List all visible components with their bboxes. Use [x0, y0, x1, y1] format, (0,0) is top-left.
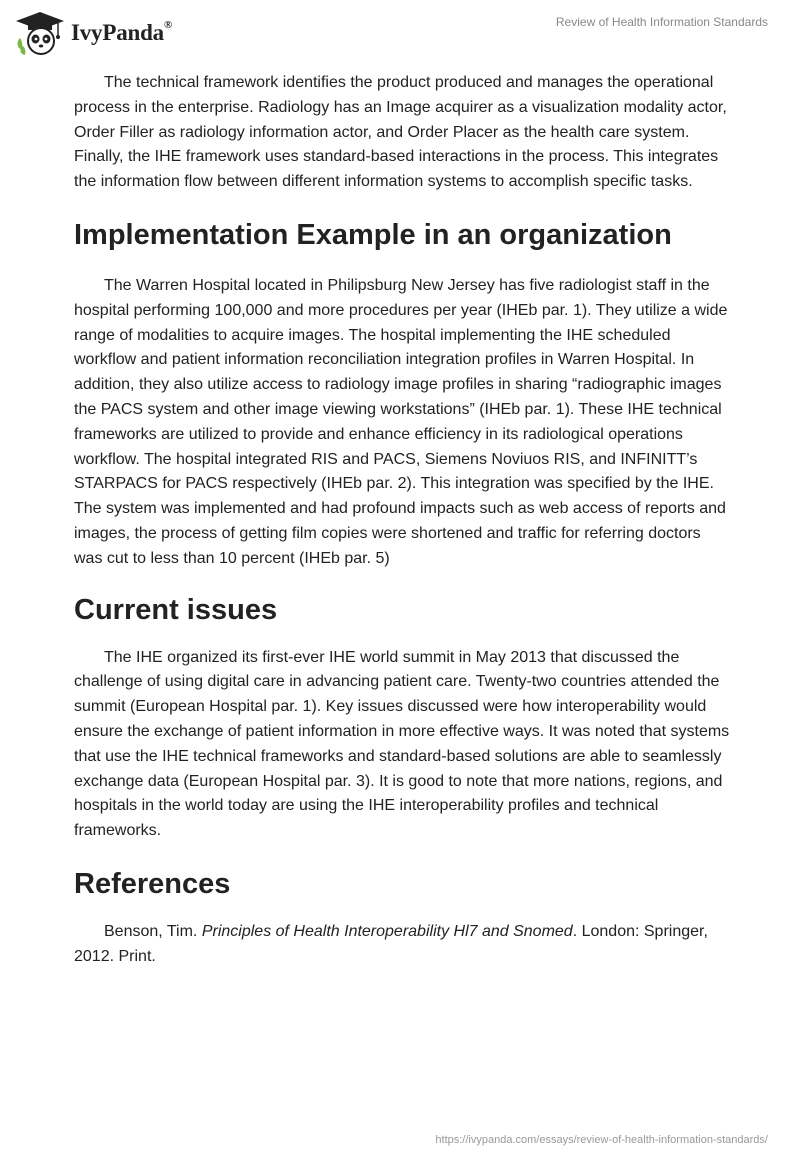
reference-author: Benson, Tim.: [104, 922, 202, 940]
paragraph-intro: The technical framework identifies the product produced and manages the operational process in the enterprise. Radiology has an Image acquirer as a visualization modality actor, Order Filler as radiology information actor, and Order Placer as the health care system. Finally, the IHE framework uses standard-based interactions in the process. This integrates the information flow between different information systems to accomplish specific tasks.: [74, 74, 727, 191]
essay-body: [74, 71, 730, 970]
page-header: [0, 0, 800, 66]
reference-entry: [74, 920, 730, 970]
source-url[interactable]: https://ivypanda.com/essays/review-of-health-information-standards/: [435, 1134, 768, 1146]
ivypanda-logo[interactable]: [14, 10, 172, 56]
paragraph-current-issues: The IHE organized its first-ever IHE world summit in May 2013 that discussed the challenge of using digital care in advancing patient care. Twenty-two countries attended the summit (European Hospital par. 1). Key issues discussed were how interoperability would ensure the exchange of patient information in more effective ways. It was noted that systems that use the IHE technical frameworks and standard-based solutions are able to seamlessly exchange data (European Hospital par. 3). It is good to note that more nations, regions, and hospitals in the world today are using the IHE interoperability profiles and technical frameworks.: [74, 648, 730, 840]
reference-publication: . London: Springer, 2012. Print.: [74, 922, 708, 965]
panda-graduate-icon: [14, 10, 66, 56]
brand-name: IvyPanda®: [71, 19, 173, 45]
document-title: Review of Health Information Standards: [555, 15, 768, 29]
heading-current-issues: Current issues: [74, 593, 278, 626]
heading-references: References: [74, 867, 231, 900]
reference-title: Principles of Health Interoperability Hl7 and Snomed: [201, 922, 573, 940]
heading-implementation: Implementation Example in an organization: [74, 218, 672, 251]
paragraph-implementation: The Warren Hospital located in Philipsburg New Jersey has five radiologist staff in the hospital performing 100,000 and more procedures per year (IHEb par. 1). They utilize a wide range of modalities to acquire images. The hospital implementing the IHE scheduled workflow and patient information reconciliation integration profiles in Warren Hospital. In addition, they also utilize access to radiology image profiles in sharing “radiographic images the PACS system and other image viewing workstations” (IHEb par. 1). These IHE technical frameworks are utilized to provide and enhance efficiency in its radiological operations workflow. The hospital integrated RIS and PACS, Siemens Noviuos RIS, and INFINITT’s STARPACS for PACS respectively (IHEb par. 2). This integration was specified by the IHE. The system was implemented and had profound impacts such as web access of reports and images, the process of getting film copies were shortened and traffic for referring doctors was cut to less than 10 percent (IHEb par. 5): [74, 276, 728, 567]
